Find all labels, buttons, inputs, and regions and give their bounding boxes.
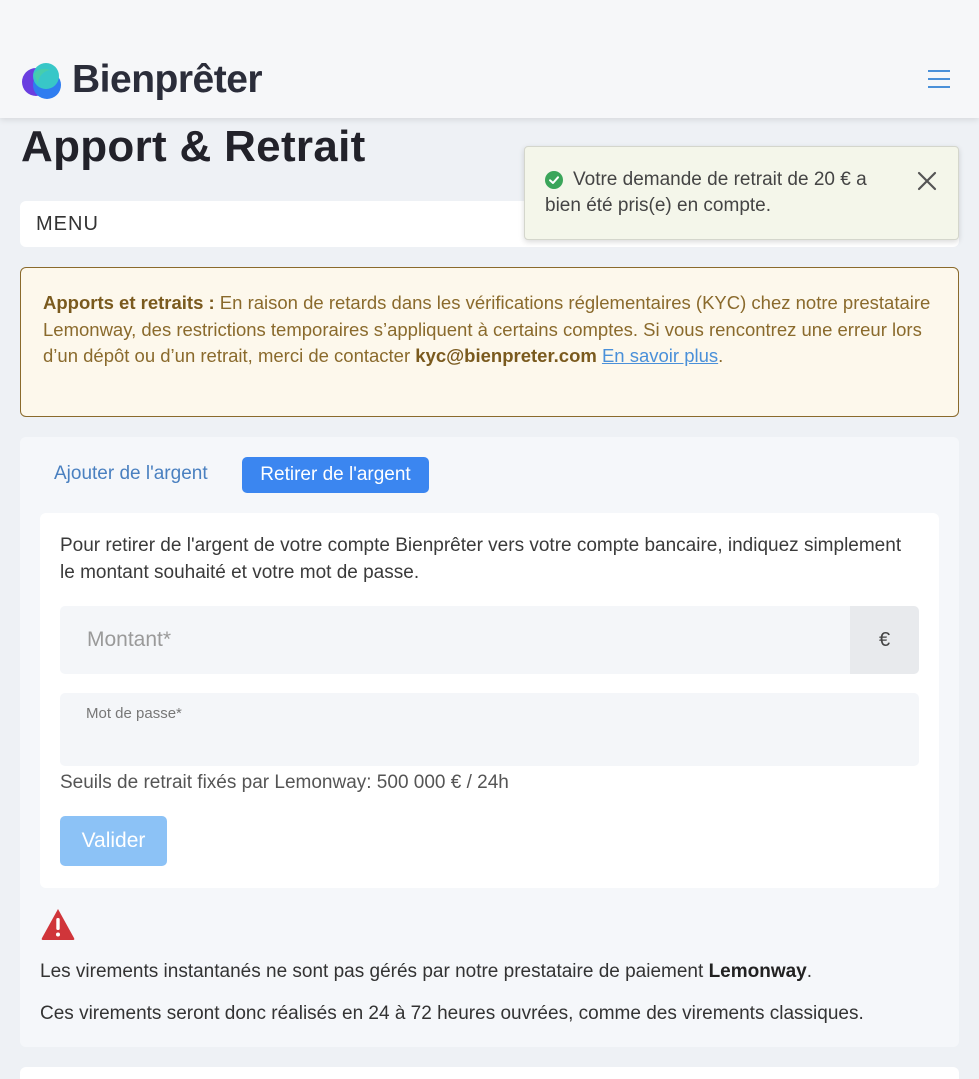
withdrawal-limit-text: Seuils de retrait fixés par Lemonway: 500 000 € / 24h [60, 772, 509, 793]
warning-text: Les virements instantanés ne sont pas gérés par notre prestataire de paiement [40, 961, 709, 982]
password-label: Mot de passe* [86, 705, 182, 722]
notice-text: En raison de retards dans les vérifications réglementaires (KYC) chez notre prestataire Lemonway, des restrictions temporaires s’appliquent à certains comptes. Si vous rencontrez une erreur lors d’un dépôt ou d’un retrait, merci de contacter [43, 292, 931, 366]
brand-logo[interactable] [20, 58, 262, 102]
instant-transfer-warning [40, 961, 812, 983]
withdraw-form [40, 513, 939, 888]
currency-addon: € [850, 606, 919, 674]
warning-icon [40, 907, 76, 941]
menu-label: MENU [36, 213, 99, 235]
app-header [0, 0, 979, 118]
transfer-card [20, 437, 959, 1047]
kyc-notice [20, 267, 959, 417]
form-intro: Pour retirer de l'argent de votre compte Bienprêter vers votre compte bancaire, indiquez simplement le montant souhaité et votre mot de passe. [60, 535, 902, 583]
page-title: Apport & Retrait [21, 122, 366, 171]
transfer-delay-note: Ces virements seront donc réalisés en 24 à 72 heures ouvrées, comme des virements classiques. [40, 1003, 864, 1024]
hamburger-menu-icon[interactable] [928, 70, 950, 90]
success-toast [524, 146, 959, 240]
tab-add-money[interactable]: Ajouter de l'argent [54, 463, 208, 484]
amount-input[interactable] [60, 606, 850, 674]
password-field[interactable] [60, 693, 919, 766]
validate-button[interactable]: Valider [60, 816, 167, 866]
amount-field-group [60, 606, 919, 674]
provider-name: Lemonway [708, 961, 807, 982]
next-section-card [20, 1067, 959, 1079]
password-input[interactable] [80, 727, 900, 757]
tab-withdraw-money[interactable]: Retirer de l'argent [242, 457, 429, 493]
warning-suffix: . [806, 961, 813, 982]
notice-title: Apports et retraits : [43, 292, 215, 313]
brand-name: Bienprêter [72, 58, 263, 101]
learn-more-link[interactable]: En savoir plus [601, 345, 719, 366]
logo-mark-icon [20, 58, 64, 102]
notice-suffix: . [718, 345, 724, 366]
close-icon[interactable] [915, 169, 939, 193]
notice-email: kyc@bienpreter.com [415, 345, 597, 366]
toast-message: Votre demande de retrait de 20 € a bien été pris(e) en compte. [545, 169, 867, 216]
